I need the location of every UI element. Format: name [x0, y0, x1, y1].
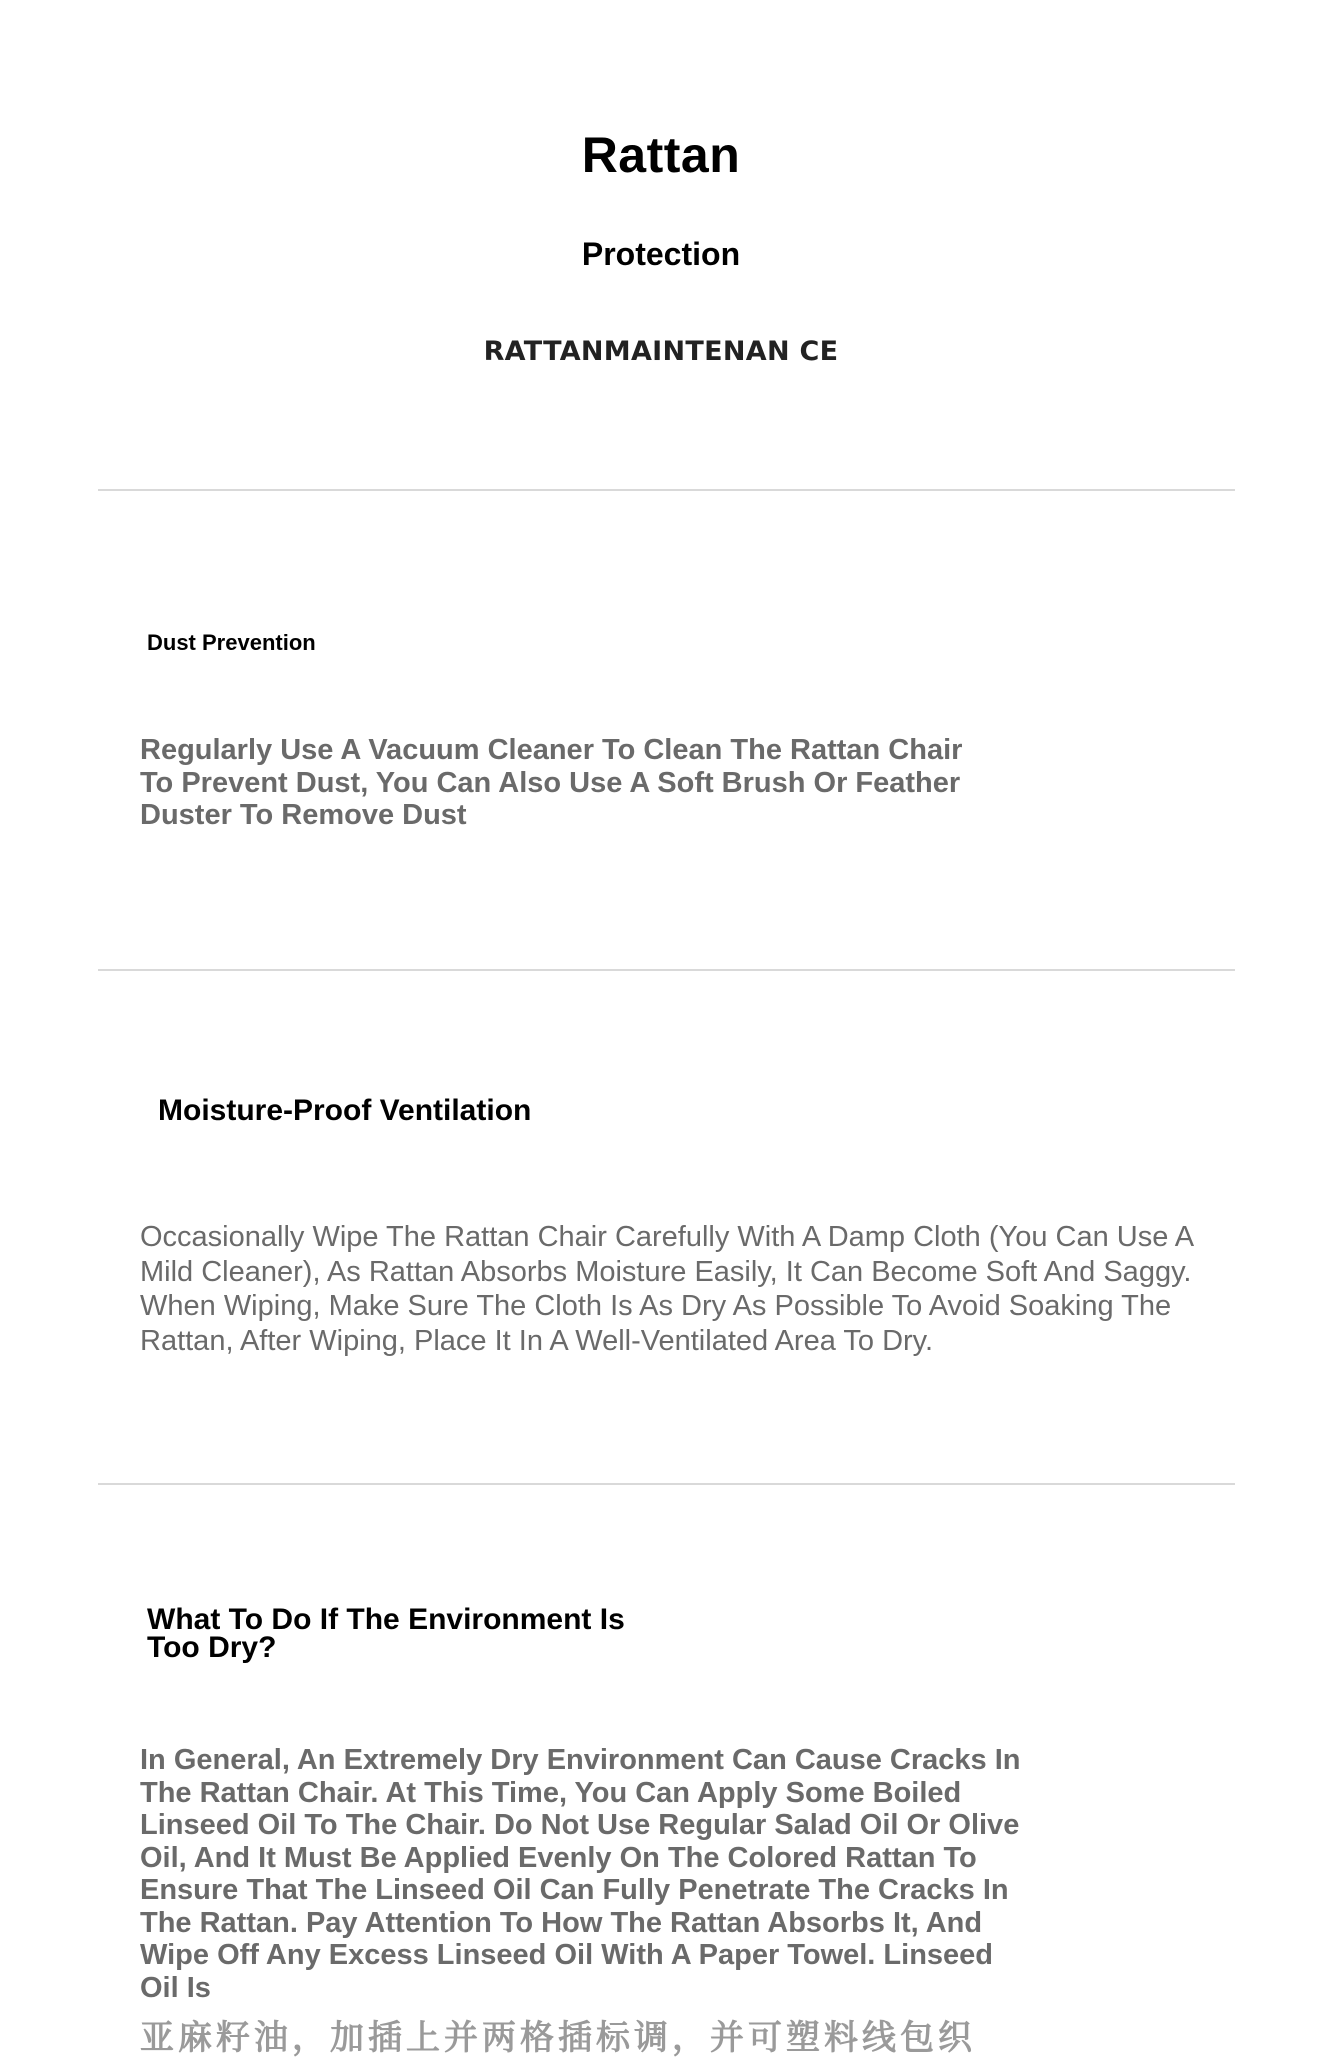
section-body: Occasionally Wipe The Rattan Chair Carefully With A Damp Cloth (You Can Use A Mild Cleaner), As Rattan Absorbs Moisture Easily, It Can Become Soft And Saggy. When Wiping, Make Sure The Cloth Is As Dry As Possible To Avoid Soaking The Rattan, After Wiping, Place It In A Well-Ventilated Area To Dry. [140, 1221, 1193, 1357]
divider [98, 1483, 1235, 1485]
section-body: In General, An Extremely Dry Environment Can Cause Cracks In The Rattan Chair. At This Time, You Can Apply Some Boiled Linseed Oil To The Chair. Do Not Use Regular Salad Oil Or Olive Oil, And It Must Be Applied Evenly On The Colored Rattan To Ensure That The Linseed Oil Can Fully Penetrate The Cracks In The Rattan. Pay Attention To How The Rattan Absorbs It, And Wipe Off Any Excess Linseed Oil With A Paper Towel. Linseed Oil Is [140, 1744, 1021, 2004]
divider [98, 969, 1235, 971]
section-heading: What To Do If The Environment Is Too Dry? [147, 1603, 625, 1664]
brand-logo-text: RATTANMAINTENAN CE [483, 336, 839, 367]
section-body: Regularly Use A Vacuum Cleaner To Clean The Rattan Chair To Prevent Dust, You Can Also Use A Soft Brush Or Feather Duster To Remove Dust [140, 734, 963, 831]
section-heading: Moisture-Proof Ventilation [158, 1094, 532, 1127]
page-title: Rattan [581, 127, 741, 183]
cut-off-text: 亚麻籽油，加插上并两格插标调，并可塑料线包织 [140, 2018, 976, 2058]
divider [98, 489, 1235, 491]
section-heading: Dust Prevention [147, 630, 316, 655]
page-subtitle: Protection [581, 236, 741, 272]
